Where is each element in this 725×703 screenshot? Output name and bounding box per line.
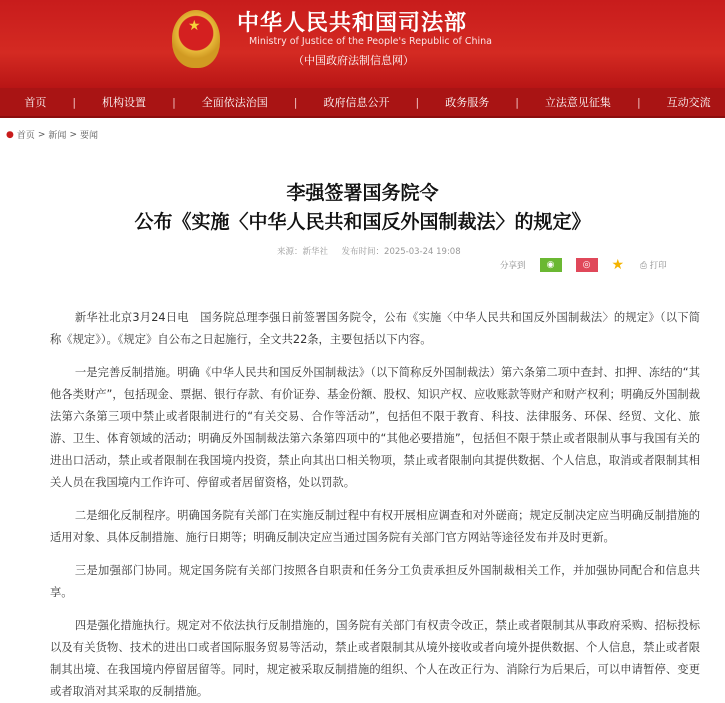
nav-interaction[interactable]: 互动交流: [666, 96, 711, 109]
article-meta: [0, 241, 725, 285]
weibo-share-icon[interactable]: ◎: [576, 258, 598, 272]
site-title-en: Ministry of Justice of the People's Republic of China: [249, 36, 492, 47]
breadcrumb-home[interactable]: 首页: [16, 131, 35, 141]
printer-icon: ⎙: [640, 261, 647, 271]
site-subtitle: （中国政府法制信息网）: [293, 54, 414, 67]
article-source: 来源：新华社: [277, 247, 329, 257]
favorite-star-icon[interactable]: ★: [611, 257, 625, 273]
publish-time: 发布时间：2025-03-24 19:08: [341, 247, 461, 257]
site-title[interactable]: 中华人民共和国司法部: [237, 10, 468, 36]
location-icon: ●: [6, 129, 14, 140]
print-label: 打印: [649, 261, 667, 271]
nav-organization[interactable]: 机构设置: [102, 96, 147, 109]
title-line-1: 李强签署国务院令: [286, 182, 439, 204]
paragraph: 新华社北京3月24日电 国务院总理李强日前签署国务院令，公布《实施〈中华人民共和国反外国制裁法〉的规定》（以下简称《规定》）。《规定》自公布之日起施行，全文共22条，主要包括以下内容。: [50, 311, 700, 346]
breadcrumb: ● 首页 > 新闻 > 要闻: [6, 129, 98, 141]
article-title: [0, 179, 725, 237]
national-emblem-icon: ★: [172, 10, 220, 68]
share-label: 分享到: [500, 261, 526, 271]
wechat-share-icon[interactable]: ◉: [540, 258, 562, 272]
print-button[interactable]: [640, 259, 667, 271]
nav-services[interactable]: 政务服务: [445, 96, 490, 109]
title-line-2: 公布《实施〈中华人民共和国反外国制裁法〉的规定》: [134, 211, 591, 233]
paragraph: 四是强化措施执行。规定对不依法执行反制措施的，国务院有关部门有权责令改正，禁止或者限制其从事政府采购、招标投标以及有关货物、技术的进出口或者国际服务贸易等活动，禁止或者限制其从境外接收或者向境外提供数据、个人信息，禁止或者限制其出境、在我国境内停留居留等。同时，规定被采取反制措施的组织、个人在改正行为、消除行为后果后，可以申请暂停、变更或者取消对其采取的反制措施。: [50, 619, 700, 698]
site-banner: [0, 0, 725, 88]
breadcrumb-headlines[interactable]: 要闻: [79, 131, 98, 141]
article-body: [0, 307, 725, 703]
share-bar: [500, 257, 667, 273]
paragraph: 二是细化反制程序。明确国务院有关部门在实施反制过程中有权开展相应调查和对外磋商；规定反制决定应当明确反制措施的适用对象、具体反制措施、施行日期等；明确反制决定应当通过国务院有关部门官方网站等途径发布并及时更新。: [50, 509, 700, 544]
main-nav: 首页 | 机构设置 | 全面依法治国 | 政府信息公开 | 政务服务 | 立法意见征集 | 互动交流: [0, 88, 725, 118]
paragraph: 三是加强部门协同。规定国务院有关部门按照各自职责和任务分工负责承担反外国制裁相关工作，并加强协同配合和信息共享。: [50, 564, 700, 599]
breadcrumb-news[interactable]: 新闻: [48, 131, 67, 141]
paragraph: 一是完善反制措施。明确《中华人民共和国反外国制裁法》（以下简称反外国制裁法）第六条第二项中查封、扣押、冻结的“其他各类财产”，包括现金、票据、银行存款、有价证券、基金份额、股权、知识产权、应收账款等财产和财产权利；明确反外国制裁法第六条第三项中禁止或者限制进行的“有关交易、合作等活动”，包括但不限于教育、科技、法律服务、环保、经贸、文化、旅游、卫生、体育领域的活动；明确反外国制裁法第六条第四项中的“其他必要措施”，包括但不限于禁止或者限制从事与我国有关的进出口活动，禁止或者限制在我国境内投资，禁止向其出口相关物项，禁止或者限制向其提供数据、个人信息，取消或者限制其相关人员在我国境内工作许可、停留或者居留资格，处以罚款。: [50, 366, 700, 489]
nav-home[interactable]: 首页: [24, 96, 47, 109]
nav-legislation-feedback[interactable]: 立法意见征集: [544, 96, 611, 109]
nav-rule-of-law[interactable]: 全面依法治国: [201, 96, 268, 109]
nav-gov-info[interactable]: 政府信息公开: [323, 96, 390, 109]
